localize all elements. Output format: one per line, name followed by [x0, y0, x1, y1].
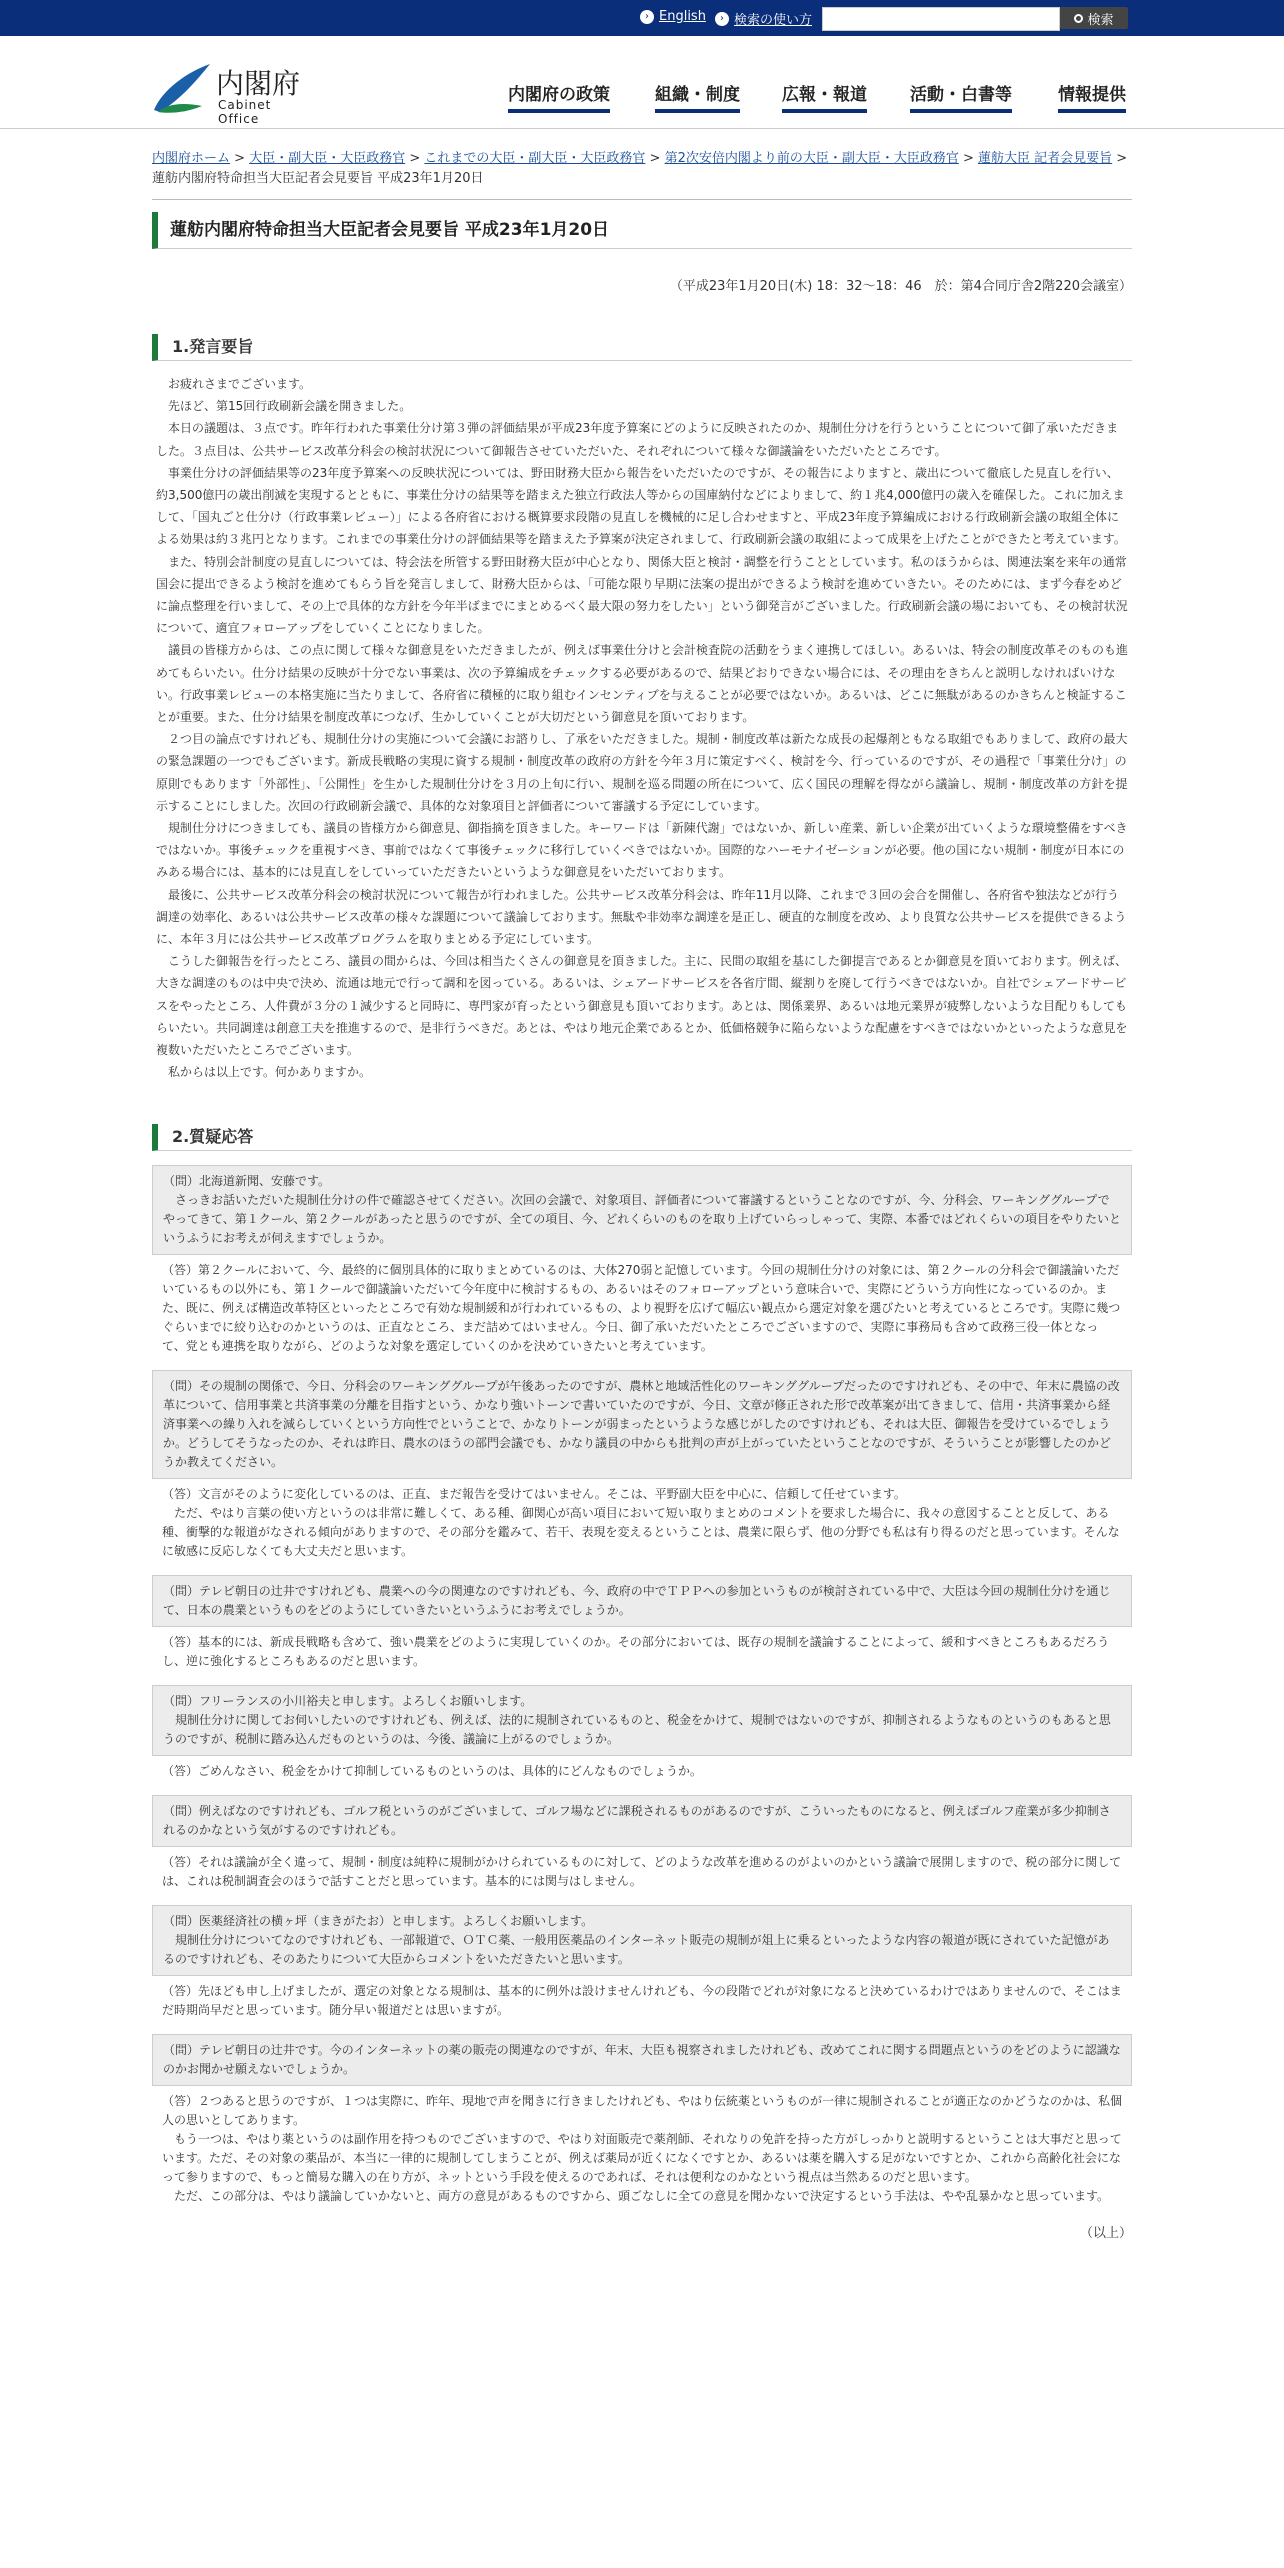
answer-text: （答）２つあると思うのですが、１つは実際に、昨年、現地で声を聞きに行きましたけれども、やはり伝統薬というものが一律に規制されることが適正なのかどうなのかは、私個人の思いとしてあります。 [162, 2093, 1123, 2127]
question-text: （問）テレビ朝日の辻井です。今のインターネットの薬の販売の関連なのですが、年末、大臣も視察されましたけれども、改めてこれに関する問題点というのをどのように認識なのかお聞かせ願えないでしょうか。 [163, 2042, 1121, 2076]
section-heading-qa: 2.質疑応答 [152, 1124, 1132, 1151]
answer-text: （答）それは議論が全く違って、規制・制度は純粋に規制がかけられているものに対して、どのような改革を進めるのがよいのかという議論で展開しますので、税の部分に関しては、これは税制調査会のほうで話すことだと思っています。基本的には関与はしません。 [162, 1854, 1122, 1888]
answer-block [152, 1627, 1132, 1671]
statement-body [152, 373, 1132, 1084]
answer-block [152, 1756, 1132, 1781]
question-text: （問）医薬経済社の横ヶ坪（まきがたお）と申します。よろしくお願いします。 [163, 1913, 594, 1928]
question-text: （問）その規制の関係で、今日、分科会のワーキンググループが午後あったのですが、農林と地域活性化のワーキンググループだったのですけれども、その中で、年末に農協の改革について、信用事業と共済事業の分離を目指すという、かなり強いトーンで書いていたのですが、今日、文章が修正された形で改革案が出てきまして、信用・共済事業から経済事業への繰り入れを減らしていくという方向性でということで、かなりトーンが弱まったというような感じがしたのですけれども、それは大臣、御報告を受けているでしょうか。どうしてそうなったのか、それは昨日、農水のほうの部門会議でも、かなり議員の中からも批判の声が上がっていたということなのですが、そういうことが影響したのかどうか教えてください。 [163, 1378, 1120, 1469]
answer-block [152, 1976, 1132, 2020]
statement-paragraph: こうした御報告を行ったところ、議員の間からは、今回は相当たくさんの御意見を頂きました。主に、民間の取組を基にした御提言であるとか御意見を頂いております。例えば、大きな調達のものは中央で決め、流通は地元で行って調和を図っている。あるいは、シェアードサービスを各省庁間、縦割りを廃して行うべきではないか。自社でシェアードサービスをやったところ、人件費が３分の１減少すると同時に、専門家が育ったという御意見も頂いております。あとは、関係業界、あるいは地元業界が疲弊しないような目配りもしてもらいたい。共同調達は創意工夫を推進するので、是非行うべきだ。あとは、やはり地元企業であるとか、低価格競争に陥らないような配慮をすべきではないかといったような意見を複数いただいたところでございます。 [156, 954, 1128, 1058]
breadcrumb-before-abe[interactable]: 第2次安倍内閣より前の大臣・副大臣・大臣政務官 [664, 151, 959, 166]
page-title: 蓮舫内閣府特命担当大臣記者会見要旨 平成23年1月20日 [152, 212, 1132, 249]
conference-datetime: （平成23年1月20日(木) 18：32～18：46 於：第4合同庁舎2階220会議室） [669, 279, 1132, 294]
statement-paragraph: 事業仕分けの評価結果等の23年度予算案への反映状況については、野田財務大臣から報告をいただいたのですが、その報告によりますと、歳出について徹底した見直しを行い、約3,500億円の歳出削減を実現するとともに、事業仕分けの結果等を踏まえた独立行政法人等からの国庫納付などによりまして、約１兆4,000億円の歳入を確保した。これに加えまして、「国丸ごと仕分け（行政事業レビュー）」による各府省における概算要求段階の見直しを機械的に足し合わせますと、平成23年度予算編成における行政刷新会議の取組全体による効果は約３兆円となります。これまでの事業仕分けの評価結果等を踏まえた予算案が決定されまして、行政刷新会議の取組によって成果を上げたことができたと考えています。 [156, 465, 1126, 547]
search-input[interactable] [822, 7, 1060, 31]
statement-paragraph: 先ほど、第15回行政刷新会議を開きました。 [168, 399, 412, 414]
question-block [152, 1165, 1132, 1255]
answer-text: （答）文言がそのように変化しているのは、正直、まだ報告を受けてはいません。そこは、平野副大臣を中心に、信頼して任せています。 [162, 1486, 906, 1501]
question-block [152, 1795, 1132, 1847]
answer-text: ただ、やはり言葉の使い方というのは非常に難しくて、ある種、御関心が高い項目において短い取りまとめのコメントを要求した場合に、我々の意図することと反して、ある種、衝撃的な報道がなされる傾向がありますので、その部分を鑑みて、若干、表現を変えるということは、農業に限らず、他の分野でも私は有り得るのだと思っています。そんなに敏感に反応しなくても大丈夫だと思います。 [162, 1505, 1120, 1558]
nav-activities[interactable]: 活動・白書等 [910, 80, 1012, 113]
question-text: 規制仕分けについてなのですけれども、一部報道で、ＯＴＣ薬、一般用医薬品のインターネット販売の規制が俎上に乗るといったような内容の報道が既にされていた記憶があるのですけれども、そのあたりについて大臣からコメントをいただきたいと思います。 [163, 1932, 1110, 1966]
section-heading-statement: 1.発言要旨 [152, 334, 1132, 361]
logo-japanese: 内閣府 [216, 67, 301, 100]
english-label[interactable]: English [659, 9, 706, 24]
answer-text: もう一つは、やはり薬というのは副作用を持つものでございますので、やはり対面販売で薬剤師、それなりの免許を持った方がしっかりと説明するということは大事だと思っています。ただ、その対象の薬品が、本当に一律的に規制してしまうことが、例えば薬局が近くになくですとか、あるいは薬を購入する足がないですとか、これから高齢化社会になって参りますので、もっと簡易な購入の在り方が、ネットという手段を使えるのであれば、それは便利なのかなという視点は当然あるのだと思います。 [162, 2131, 1122, 2184]
search-icon [1074, 14, 1083, 23]
question-block [152, 1370, 1132, 1479]
question-block [152, 1685, 1132, 1756]
search-button[interactable] [1060, 7, 1128, 29]
answer-text: （答）ごめんなさい、税金をかけて抑制しているものというのは、具体的にどんなものでしょうか。 [162, 1763, 703, 1778]
statement-paragraph: ２つ目の論点ですけれども、規制仕分けの実施について会議にお諮りし、了承をいただきました。規制・制度改革は新たな成長の起爆剤ともなる取組でもありまして、政府の最大の緊急課題の一つでもございます。新成長戦略の実現に資する規制・制度改革の政府の方針を今年３月に策定すべく、検討を今、行っているのですが、その過程で「事業仕分け」の原則でもあります「外部性」、「公開性」を生かした規制仕分けを３月の上旬に行い、規制を巡る問題の所在について、広く国民の理解を得ながら議論し、規制・制度改革の方針を提示することにしました。次回の行政刷新会議で、具体的な対象項目と評価者について審議する予定にしています。 [156, 732, 1128, 813]
search-help-link[interactable] [715, 9, 812, 28]
cabinet-office-logo[interactable] [152, 60, 312, 126]
answer-text: （答）第２クールにおいて、今、最終的に個別具体的に取りまとめているのは、大体270弱と記憶しています。今回の規制仕分けの対象には、第２クールの分科会で御議論いただいているもの以外にも、第１クールで御議論いただいて今年度中に検討するもの、あるいはそのフォローアップという意味合いで、実際にどういう方向性になっているのか。また、既に、例えば構造改革特区といったところで有効な規制緩和が行われているもの、より視野を広げて幅広い観点から選定対象を選びたいと考えているところです。実際に幾つぐらいまでに絞り込むのかというのは、正直なところ、まだ詰めてはいません。今日、御了承いただいたところでございますので、実際に事務局も含めて政務三役一体となって、党とも連携を取りながら、どのような対象を選定していくのかを決めていきたいと考えています。 [162, 1262, 1121, 1353]
question-block [152, 1575, 1132, 1627]
search-help-label[interactable]: 検索の使い方 [734, 13, 813, 28]
answer-block [152, 1847, 1132, 1891]
nav-organization[interactable]: 組織・制度 [655, 80, 740, 113]
statement-paragraph: 規制仕分けにつきましても、議員の皆様方から御意見、御指摘を頂きました。キーワードは「新陳代謝」ではないか、新しい産業、新しい企業が出ていくような環境整備をすべきではないか。事後チェックを重視すべき、事前ではなくて事後チェックに移行していくべきではないか。国際的なハーモナイゼーションが必要。他の国にない規制・制度が日本にのみある場合には、基本的には見直しをしていっていただきたいというような御意見をいただいております。 [156, 821, 1128, 880]
question-text: （問）例えばなのですけれども、ゴルフ税というのがございまして、ゴルフ場などに課税されるものがあるのですが、こういったものになると、例えばゴルフ産業が多少抑制されるのかなという気がするのですけれども。 [163, 1803, 1111, 1837]
nav-policy[interactable]: 内閣府の政策 [508, 80, 610, 113]
top-utility-bar [0, 0, 1284, 36]
english-link[interactable] [640, 9, 706, 24]
question-block [152, 1905, 1132, 1976]
answer-text: （答）先ほども申し上げましたが、選定の対象となる規制は、基本的に例外は設けませんけれども、今の段階でどれが対象になると決めているわけではありませんので、そこはまだ時期尚早だと思っています。随分早い報道だとは思いますが。 [162, 1983, 1122, 2017]
breadcrumb-ministers[interactable]: 大臣・副大臣・大臣政務官 [249, 151, 406, 166]
breadcrumb-past-ministers[interactable]: これまでの大臣・副大臣・大臣政務官 [424, 151, 646, 166]
emblem-icon [152, 60, 212, 116]
search-button-label: 検索 [1087, 12, 1114, 28]
closing-mark: （以上） [1079, 2225, 1132, 2241]
answer-text: ただ、この部分は、やはり議論していかないと、両方の意見があるものですから、頭ごなしに全ての意見を聞かないで決定するという手法は、やや乱暴かなと思っています。 [174, 2188, 1110, 2203]
statement-paragraph: 私からは以上です。何かありますか。 [168, 1065, 372, 1080]
statement-paragraph: お疲れさまでございます。 [168, 377, 312, 391]
arrow-right-icon: › [715, 12, 729, 26]
statement-paragraph: 本日の議題は、３点です。昨年行われた事業仕分け第３弾の評価結果が平成23年度予算案にどのように反映されたのか、規制仕分けを行うということについて御了承いただきました。３点目は、公共サービス改革分科会の検討状況について御報告させていただいた、それぞれについて様々な御議論をいただいたところです。 [156, 421, 1119, 458]
nav-information[interactable]: 情報提供 [1058, 80, 1126, 113]
question-block [152, 2034, 1132, 2086]
qa-list [152, 1165, 1132, 2206]
nav-press[interactable]: 広報・報道 [782, 80, 867, 113]
answer-text: （答）基本的には、新成長戦略も含めて、強い農業をどのように実現していくのか。その部分においては、既存の規制を議論することによって、緩和すべきところもあるだろうし、逆に強化するところもあるのだと思います。 [162, 1634, 1110, 1668]
site-header [0, 36, 1284, 129]
logo-english: Cabinet Office [218, 98, 272, 126]
answer-block [152, 2086, 1132, 2206]
question-text: （問）テレビ朝日の辻井ですけれども、農業への今の関連なのですけれども、今、政府の中でＴＰＰへの参加というものが検討されている中で、大臣は今回の規制仕分けを通じて、日本の農業というものをどのようにしていきたいというふうにお考えでしょうか。 [163, 1583, 1111, 1617]
breadcrumb-home[interactable]: 内閣府ホーム [152, 151, 231, 166]
question-text: （問）フリーランスの小川裕夫と申します。よろしくお願いします。 [163, 1693, 533, 1708]
arrow-right-icon: › [640, 10, 654, 24]
breadcrumb-renho-press[interactable]: 蓮舫大臣 記者会見要旨 [978, 151, 1113, 166]
statement-paragraph: 最後に、公共サービス改革分科会の検討状況について報告が行われました。公共サービス改革分科会は、昨年11月以降、これまで３回の会合を開催し、各府省や独法などが行う調達の効率化、あるいは公共サービス改革の様々な課題について議論しております。無駄や非効率な調達を是正し、硬直的な制度を改め、より良質な公共サービスを提供できるように、本年３月には公共サービス改革プログラムを取りまとめる予定にしています。 [156, 887, 1127, 947]
breadcrumb-current: 蓮舫内閣府特命担当大臣記者会見要旨 平成23年1月20日 [152, 171, 484, 186]
question-text: （問）北海道新聞、安藤です。 [163, 1173, 331, 1188]
answer-block [152, 1479, 1132, 1561]
question-text: 規制仕分けに関してお伺いしたいのですけれども、例えば、法的に規制されているものと、税金をかけて、規制ではないのですが、抑制されるようなものというのもあると思うのですが、税制に踏み込んだものというのは、今後、議論に上がるのでしょうか。 [163, 1712, 1111, 1746]
answer-block [152, 1255, 1132, 1356]
question-text: さっきお話いただいた規制仕分けの件で確認させてください。次回の会議で、対象項目、評価者について審議するということなのですが、今、分科会、ワーキンググループでやってきて、第１クール、第２クールがあったと思うのですが、全ての項目、今、どれくらいのものを取り上げていらっしゃって、実際、本番ではどれくらいの項目をやりたいというふうにお考えが伺えますでしょうか。 [163, 1192, 1121, 1245]
breadcrumb: 内閣府ホーム > 大臣・副大臣・大臣政務官 > これまでの大臣・副大臣・大臣政務官 > 第2次安倍内閣より前の大臣・副大臣・大臣政務官 > 蓮舫大臣 記者会見要旨 > 蓮舫内閣府特命担当大臣記者会見要旨 平成23年1月20日 [152, 149, 1132, 200]
statement-paragraph: また、特別会計制度の見直しについては、特会法を所管する野田財務大臣が中心となり、関係大臣と検討・調整を行うこととしています。私のほうからは、関連法案を来年の通常国会に提出できるよう検討を進めてもらう旨を発言しまして、財務大臣からは、「可能な限り早期に法案の提出ができるよう検討を進めていきたい。そのためには、まず今春をめどに論点整理を行いまして、その上で具体的な方針を今年半ばまでにまとめるべく最大限の努力をしたい」という御発言がございました。行政刷新会議の場においても、その検討状況について、適宜フォローアップをしていくことになりました。 [156, 554, 1128, 636]
statement-paragraph: 議員の皆様方からは、この点に関して様々な御意見をいただきましたが、例えば事業仕分けと会計検査院の活動をうまく連携してほしい。あるいは、特会の制度改革そのものも進めてもらいたい。仕分け結果の反映が十分でない事業は、次の予算編成をチェックする必要があるので、結果どおりできない場合には、その理由をきちんと説明しなければいけない。行政事業レビューの本格実施に当たりまして、各府省に積極的に取り組むインセンティブを与えることが必要ではないか。あるいは、どこに無駄があるのかきちんと検証することが重要。また、仕分け結果を制度改革につなげ、生かしていくことが大切だという御意見を頂いております。 [156, 643, 1129, 725]
main-content [152, 129, 1132, 2241]
